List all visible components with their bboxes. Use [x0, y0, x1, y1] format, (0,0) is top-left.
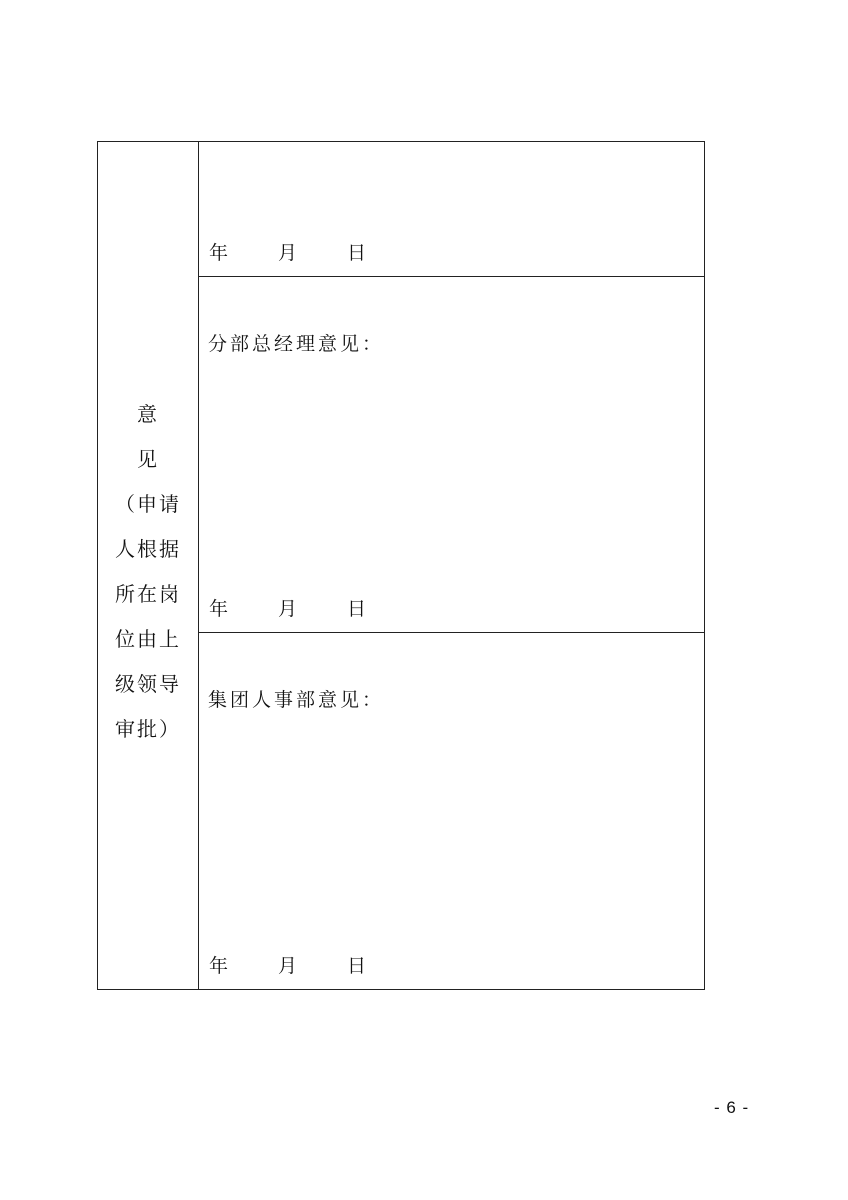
opinion-label-line: 意	[137, 402, 159, 426]
date-month: 月	[278, 242, 298, 264]
opinion-row-group-hr[interactable]	[199, 633, 704, 989]
opinion-label	[98, 392, 198, 752]
date-line	[209, 951, 366, 978]
opinion-label-line: 位由上	[115, 627, 181, 651]
opinion-label-line: 人根据	[115, 537, 181, 561]
opinion-row-branch-manager[interactable]	[199, 277, 704, 633]
opinion-row-previous[interactable]	[199, 142, 704, 277]
date-line	[209, 238, 366, 265]
page-number: - 6 -	[714, 1098, 750, 1117]
date-month: 月	[278, 598, 298, 620]
date-day: 日	[347, 955, 367, 977]
group-hr-opinion-heading: 集团人事部意见：	[208, 689, 385, 711]
opinion-label-line: 审批）	[115, 717, 181, 741]
opinion-label-line: 所在岗	[115, 582, 181, 606]
opinion-label-line: 见	[137, 447, 159, 471]
date-day: 日	[347, 242, 367, 264]
approval-table	[97, 141, 705, 990]
branch-manager-opinion-heading: 分部总经理意见：	[208, 333, 385, 355]
date-year: 年	[209, 598, 229, 620]
date-year: 年	[209, 242, 229, 264]
opinion-label-line: （申请	[115, 492, 181, 516]
date-line	[209, 594, 366, 621]
date-month: 月	[278, 955, 298, 977]
opinion-label-line: 级领导	[115, 672, 181, 696]
date-day: 日	[347, 598, 367, 620]
date-year: 年	[209, 955, 229, 977]
opinion-label-cell	[98, 142, 199, 989]
